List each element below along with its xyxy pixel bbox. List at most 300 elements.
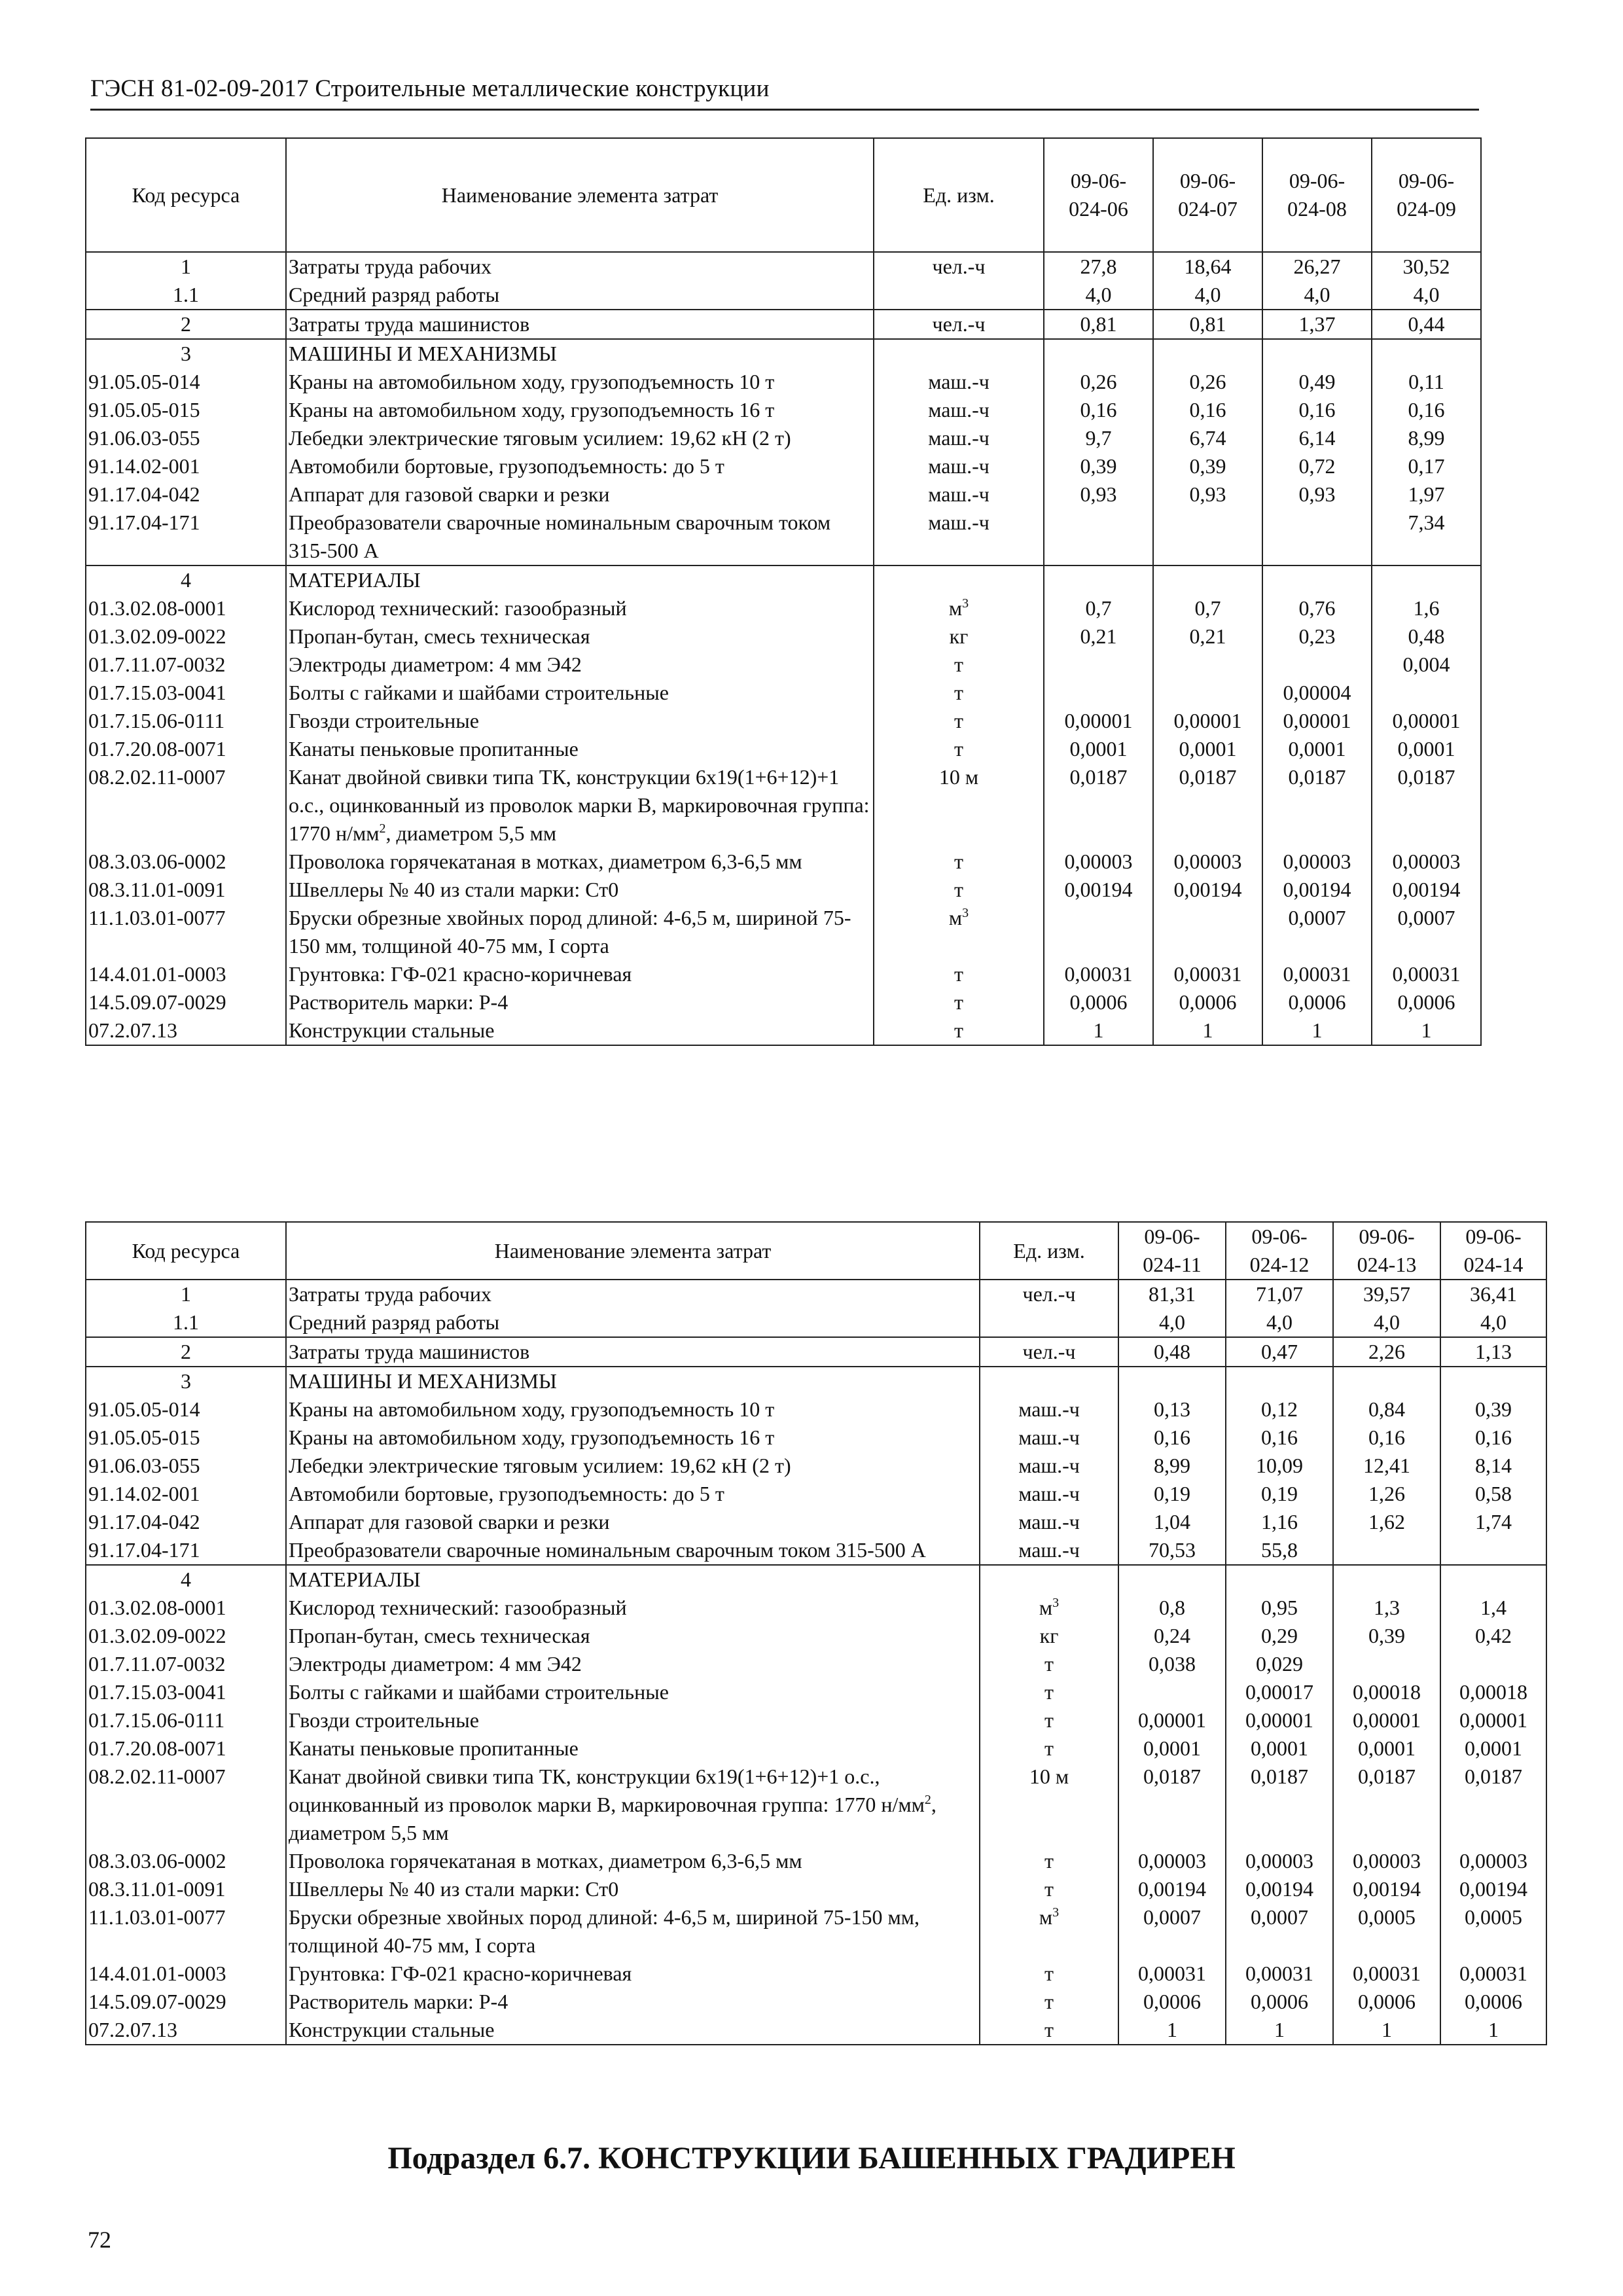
resource-value: 0,00003 — [1118, 1847, 1226, 1875]
resource-name: МАТЕРИАЛЫ — [286, 1565, 980, 1594]
header-code: Код ресурса — [86, 138, 286, 252]
running-header: ГЭСН 81-02-09-2017 Строительные металлические конструкции — [90, 73, 1479, 111]
resource-unit — [980, 1308, 1118, 1337]
resource-value: 0,0187 — [1372, 763, 1481, 848]
resource-value — [1440, 1536, 1546, 1565]
resource-value: 0,00003 — [1372, 848, 1481, 876]
resource-code: 91.05.05-014 — [86, 368, 286, 396]
resource-unit: чел.-ч — [874, 252, 1044, 281]
resource-code: 01.7.15.03-0041 — [86, 1678, 286, 1706]
resource-value: 0,0187 — [1153, 763, 1262, 848]
resource-value: 1,16 — [1226, 1508, 1333, 1536]
resource-name: Гвозди строительные — [286, 1706, 980, 1734]
resource-name: Растворитель марки: Р-4 — [286, 1988, 980, 2016]
resource-value: 0,23 — [1262, 622, 1372, 651]
table-row — [86, 1706, 1546, 1734]
resource-value: 7,34 — [1372, 509, 1481, 565]
resource-value — [1118, 1367, 1226, 1395]
resource-name: Швеллеры № 40 из стали марки: Ст0 — [286, 1875, 980, 1903]
resource-value: 4,0 — [1153, 281, 1262, 310]
resource-code: 2 — [86, 310, 286, 339]
resource-name: Кислород технический: газообразный — [286, 1594, 980, 1622]
resource-unit: маш.-ч — [874, 396, 1044, 424]
table-row — [86, 1622, 1546, 1650]
resource-code: 91.06.03-055 — [86, 424, 286, 452]
resource-value: 0,16 — [1153, 396, 1262, 424]
resource-unit: маш.-ч — [980, 1480, 1118, 1508]
resource-name: МАТЕРИАЛЫ — [286, 565, 874, 594]
header-norm-col: 09-06- 024-09 — [1372, 138, 1481, 252]
resource-value: 1 — [1226, 2016, 1333, 2045]
resource-value: 0,029 — [1226, 1650, 1333, 1678]
resource-code: 4 — [86, 1565, 286, 1594]
resource-name: Проволока горячекатаная в мотках, диаметром 6,3-6,5 мм — [286, 1847, 980, 1875]
resource-code: 01.7.15.03-0041 — [86, 679, 286, 707]
table-row — [86, 622, 1481, 651]
resource-unit: т — [980, 2016, 1118, 2045]
resource-value: 4,0 — [1226, 1308, 1333, 1337]
resource-value: 0,0001 — [1440, 1734, 1546, 1763]
table-row — [86, 1452, 1546, 1480]
resource-name: Грунтовка: ГФ-021 красно-коричневая — [286, 1960, 980, 1988]
resource-value: 0,0006 — [1118, 1988, 1226, 2016]
resource-value: 0,17 — [1372, 452, 1481, 480]
table-row — [86, 1988, 1546, 2016]
resource-unit: т — [980, 1988, 1118, 2016]
resource-value: 0,0007 — [1372, 904, 1481, 960]
resource-unit: маш.-ч — [980, 1452, 1118, 1480]
resource-value: 0,0006 — [1044, 988, 1153, 1016]
header-norm-col: 09-06- 024-08 — [1262, 138, 1372, 252]
resource-code: 01.7.15.06-0111 — [86, 707, 286, 735]
resource-code: 4 — [86, 565, 286, 594]
resource-value: 0,19 — [1226, 1480, 1333, 1508]
resource-name: Краны на автомобильном ходу, грузоподъемность 16 т — [286, 1424, 980, 1452]
table-row — [86, 1480, 1546, 1508]
table-row — [86, 707, 1481, 735]
resource-name: Затраты труда рабочих — [286, 1280, 980, 1308]
resource-value: 9,7 — [1044, 424, 1153, 452]
resource-value — [1118, 1565, 1226, 1594]
resource-value: 0,0006 — [1372, 988, 1481, 1016]
resource-value: 0,16 — [1118, 1424, 1226, 1452]
resource-name: Затраты труда рабочих — [286, 252, 874, 281]
header-unit: Ед. изм. — [874, 138, 1044, 252]
resource-value: 1 — [1440, 2016, 1546, 2045]
resource-code: 1 — [86, 252, 286, 281]
header-code: Код ресурса — [86, 1222, 286, 1280]
resource-value: 1,26 — [1333, 1480, 1440, 1508]
resource-name: Краны на автомобильном ходу, грузоподъемность 16 т — [286, 396, 874, 424]
resource-value: 0,0001 — [1226, 1734, 1333, 1763]
resource-value: 36,41 — [1440, 1280, 1546, 1308]
resource-value: 0,00003 — [1440, 1847, 1546, 1875]
resource-value — [1153, 339, 1262, 368]
resource-unit: маш.-ч — [980, 1424, 1118, 1452]
table-row — [86, 735, 1481, 763]
resource-table-1 — [85, 137, 1482, 1046]
resource-value: 4,0 — [1262, 281, 1372, 310]
table-row — [86, 988, 1481, 1016]
table-row — [86, 339, 1481, 368]
resource-unit: т — [980, 1847, 1118, 1875]
resource-value — [1153, 509, 1262, 565]
resource-value — [1440, 1367, 1546, 1395]
resource-value: 0,47 — [1226, 1337, 1333, 1367]
resource-value: 0,0001 — [1333, 1734, 1440, 1763]
table-row — [86, 594, 1481, 622]
header-name: Наименование элемента затрат — [286, 138, 874, 252]
resource-unit — [874, 565, 1044, 594]
resource-value: 0,00194 — [1333, 1875, 1440, 1903]
resource-code: 91.17.04-042 — [86, 1508, 286, 1536]
table-row — [86, 876, 1481, 904]
header-norm-col: 09-06- 024-12 — [1226, 1222, 1333, 1280]
resource-value: 0,76 — [1262, 594, 1372, 622]
resource-value: 0,12 — [1226, 1395, 1333, 1424]
resource-value — [1333, 1367, 1440, 1395]
resource-value: 0,16 — [1440, 1424, 1546, 1452]
resource-value — [1044, 565, 1153, 594]
resource-value: 0,26 — [1044, 368, 1153, 396]
resource-value: 0,038 — [1118, 1650, 1226, 1678]
resource-value: 0,00031 — [1262, 960, 1372, 988]
resource-value — [1044, 904, 1153, 960]
resource-value: 1,04 — [1118, 1508, 1226, 1536]
resource-unit: маш.-ч — [874, 452, 1044, 480]
resource-value: 0,29 — [1226, 1622, 1333, 1650]
resource-value: 0,84 — [1333, 1395, 1440, 1424]
resource-value — [1044, 509, 1153, 565]
table-row — [86, 1536, 1546, 1565]
resource-code: 01.3.02.08-0001 — [86, 1594, 286, 1622]
resource-value: 0,0006 — [1153, 988, 1262, 1016]
resource-value: 0,00003 — [1153, 848, 1262, 876]
resource-name: Лебедки электрические тяговым усилием: 19,62 кН (2 т) — [286, 424, 874, 452]
resource-value: 0,39 — [1440, 1395, 1546, 1424]
resource-unit: $м^3$ — [874, 904, 1044, 960]
resource-unit — [980, 1367, 1118, 1395]
resource-table-2 — [85, 1221, 1547, 2045]
resource-unit: $м^3$ — [874, 594, 1044, 622]
header-name: Наименование элемента затрат — [286, 1222, 980, 1280]
resource-value: 0,0005 — [1440, 1903, 1546, 1960]
resource-name: Преобразователи сварочные номинальным сварочным током 315-500 А — [286, 1536, 980, 1565]
resource-value: 1,62 — [1333, 1508, 1440, 1536]
resource-code: 11.1.03.01-0077 — [86, 904, 286, 960]
resource-value: 0,0005 — [1333, 1903, 1440, 1960]
resource-name: Электроды диаметром: 4 мм Э42 — [286, 1650, 980, 1678]
table-row — [86, 281, 1481, 310]
table-row — [86, 2016, 1546, 2045]
resource-code: 3 — [86, 1367, 286, 1395]
resource-name: Гвозди строительные — [286, 707, 874, 735]
resource-name: Грунтовка: ГФ-021 красно-коричневая — [286, 960, 874, 988]
resource-name: Канаты пеньковые пропитанные — [286, 735, 874, 763]
resource-value: 0,00031 — [1153, 960, 1262, 988]
resource-value: 0,21 — [1044, 622, 1153, 651]
resource-name: Растворитель марки: Р-4 — [286, 988, 874, 1016]
resource-unit: т — [874, 1016, 1044, 1045]
resource-code: 08.2.02.11-0007 — [86, 763, 286, 848]
resource-code: 91.17.04-042 — [86, 480, 286, 509]
resource-unit: 10 м — [874, 763, 1044, 848]
resource-code: 07.2.07.13 — [86, 1016, 286, 1045]
resource-name: Затраты труда машинистов — [286, 310, 874, 339]
header-norm-col: 09-06- 024-11 — [1118, 1222, 1226, 1280]
resource-unit: маш.-ч — [874, 509, 1044, 565]
resource-value: 0,0187 — [1226, 1763, 1333, 1847]
resource-name: Кислород технический: газообразный — [286, 594, 874, 622]
page-number: 72 — [88, 2227, 111, 2253]
resource-code: 08.2.02.11-0007 — [86, 1763, 286, 1847]
resource-value: 71,07 — [1226, 1280, 1333, 1308]
resource-value: 1,97 — [1372, 480, 1481, 509]
resource-value: 0,58 — [1440, 1480, 1546, 1508]
table-row — [86, 763, 1481, 848]
resource-value: 0,00194 — [1044, 876, 1153, 904]
table-header-row — [86, 1222, 1546, 1280]
resource-value: 0,93 — [1044, 480, 1153, 509]
resource-value: 4,0 — [1333, 1308, 1440, 1337]
resource-value: 0,16 — [1372, 396, 1481, 424]
resource-value: 0,0187 — [1440, 1763, 1546, 1847]
resource-unit: маш.-ч — [874, 424, 1044, 452]
resource-value: 0,39 — [1044, 452, 1153, 480]
resource-code: 91.06.03-055 — [86, 1452, 286, 1480]
resource-value: 0,81 — [1153, 310, 1262, 339]
resource-unit: маш.-ч — [980, 1395, 1118, 1424]
resource-code: 01.7.11.07-0032 — [86, 651, 286, 679]
resource-name: Канаты пеньковые пропитанные — [286, 1734, 980, 1763]
resource-name: Краны на автомобильном ходу, грузоподъемность 10 т — [286, 1395, 980, 1424]
table-row — [86, 960, 1481, 988]
resource-unit: т — [980, 1734, 1118, 1763]
resource-value — [1372, 339, 1481, 368]
table-row — [86, 1016, 1481, 1045]
resource-value: 0,00003 — [1044, 848, 1153, 876]
resource-value — [1440, 1650, 1546, 1678]
subsection-title: Подраздел 6.7. КОНСТРУКЦИИ БАШЕННЫХ ГРАДИРЕН — [387, 2141, 1236, 2176]
resource-value: 0,00001 — [1044, 707, 1153, 735]
resource-unit: т — [874, 735, 1044, 763]
resource-unit: т — [874, 960, 1044, 988]
resource-value — [1372, 565, 1481, 594]
resource-code: 1 — [86, 1280, 286, 1308]
resource-value — [1372, 679, 1481, 707]
resource-code: 91.17.04-171 — [86, 1536, 286, 1565]
resource-code: 91.05.05-014 — [86, 1395, 286, 1424]
resource-unit: $м^3$ — [980, 1594, 1118, 1622]
header-norm-col: 09-06- 024-14 — [1440, 1222, 1546, 1280]
resource-name: Краны на автомобильном ходу, грузоподъемность 10 т — [286, 368, 874, 396]
resource-code: 01.7.20.08-0071 — [86, 1734, 286, 1763]
resource-name: Автомобили бортовые, грузоподъемность: до 5 т — [286, 1480, 980, 1508]
resource-value: 6,74 — [1153, 424, 1262, 452]
resource-value: 0,93 — [1153, 480, 1262, 509]
resource-unit: кг — [874, 622, 1044, 651]
resource-code: 2 — [86, 1337, 286, 1367]
resource-code: 01.3.02.09-0022 — [86, 622, 286, 651]
resource-value: 8,99 — [1372, 424, 1481, 452]
table-row — [86, 1875, 1546, 1903]
resource-value: 0,24 — [1118, 1622, 1226, 1650]
table-row — [86, 1280, 1546, 1308]
resource-name: Электроды диаметром: 4 мм Э42 — [286, 651, 874, 679]
resource-value: 4,0 — [1044, 281, 1153, 310]
resource-value: 0,00194 — [1372, 876, 1481, 904]
resource-value: 26,27 — [1262, 252, 1372, 281]
resource-unit: маш.-ч — [980, 1508, 1118, 1536]
resource-value: 0,0007 — [1262, 904, 1372, 960]
resource-value: 0,48 — [1372, 622, 1481, 651]
resource-code: 14.4.01.01-0003 — [86, 960, 286, 988]
table-row — [86, 904, 1481, 960]
resource-code: 08.3.03.06-0002 — [86, 848, 286, 876]
table-row — [86, 452, 1481, 480]
resource-value: 4,0 — [1372, 281, 1481, 310]
resource-value: 0,0187 — [1118, 1763, 1226, 1847]
resource-value: 0,49 — [1262, 368, 1372, 396]
table-row — [86, 424, 1481, 452]
resource-value: 0,16 — [1226, 1424, 1333, 1452]
resource-value: 0,0007 — [1226, 1903, 1333, 1960]
resource-value — [1153, 679, 1262, 707]
table-row — [86, 480, 1481, 509]
resource-unit — [874, 339, 1044, 368]
resource-value — [1044, 679, 1153, 707]
resource-value — [1226, 1367, 1333, 1395]
table-header-row — [86, 138, 1481, 252]
resource-value: 0,00001 — [1226, 1706, 1333, 1734]
resource-value: 0,8 — [1118, 1594, 1226, 1622]
resource-value: 0,00194 — [1153, 876, 1262, 904]
resource-value — [1262, 565, 1372, 594]
resource-name: Проволока горячекатаная в мотках, диаметром 6,3-6,5 мм — [286, 848, 874, 876]
resource-value: 0,42 — [1440, 1622, 1546, 1650]
resource-value: 1 — [1118, 2016, 1226, 2045]
header-norm-col: 09-06- 024-07 — [1153, 138, 1262, 252]
resource-value: 0,00031 — [1440, 1960, 1546, 1988]
resource-code: 07.2.07.13 — [86, 2016, 286, 2045]
resource-name: Болты с гайками и шайбами строительные — [286, 1678, 980, 1706]
resource-value: 0,0006 — [1333, 1988, 1440, 2016]
resource-value: 12,41 — [1333, 1452, 1440, 1480]
resource-value: 0,00194 — [1226, 1875, 1333, 1903]
resource-value: 1,74 — [1440, 1508, 1546, 1536]
table-row — [86, 848, 1481, 876]
resource-value: 0,39 — [1153, 452, 1262, 480]
resource-value: 0,0001 — [1044, 735, 1153, 763]
resource-value: 0,48 — [1118, 1337, 1226, 1367]
resource-value: 0,0006 — [1262, 988, 1372, 1016]
resource-unit: маш.-ч — [874, 480, 1044, 509]
resource-value: 0,0187 — [1333, 1763, 1440, 1847]
resource-unit: т — [980, 1960, 1118, 1988]
resource-code: 91.17.04-171 — [86, 509, 286, 565]
resource-unit: маш.-ч — [874, 368, 1044, 396]
resource-value: 0,39 — [1333, 1622, 1440, 1650]
resource-unit: кг — [980, 1622, 1118, 1650]
table-row — [86, 1903, 1546, 1960]
resource-name: Бруски обрезные хвойных пород длиной: 4-6,5 м, шириной 75-150 мм, толщиной 40-75 мм, I сорта — [286, 904, 874, 960]
table-row — [86, 1763, 1546, 1847]
resource-value: 0,16 — [1333, 1424, 1440, 1452]
header-norm-col: 09-06- 024-13 — [1333, 1222, 1440, 1280]
resource-unit: т — [874, 988, 1044, 1016]
resource-unit: т — [980, 1706, 1118, 1734]
resource-unit: т — [874, 679, 1044, 707]
resource-value: 4,0 — [1440, 1308, 1546, 1337]
resource-value: 0,00031 — [1044, 960, 1153, 988]
resource-value: 0,00031 — [1118, 1960, 1226, 1988]
resource-value: 0,26 — [1153, 368, 1262, 396]
resource-value: 0,00001 — [1118, 1706, 1226, 1734]
resource-unit: $м^3$ — [980, 1903, 1118, 1960]
resource-value: 1 — [1333, 2016, 1440, 2045]
resource-code: 91.05.05-015 — [86, 1424, 286, 1452]
resource-name: Канат двойной свивки типа ТК, конструкции 6х19(1+6+12)+1 о.с., оцинкованный из проволок марки В, маркировочная группа: 1770 $н/мм^2$, диаметром 5,5 мм — [286, 1763, 980, 1847]
resource-code: 08.3.11.01-0091 — [86, 1875, 286, 1903]
resource-value: 0,7 — [1153, 594, 1262, 622]
resource-value: 81,31 — [1118, 1280, 1226, 1308]
resource-value: 0,00031 — [1333, 1960, 1440, 1988]
table-row — [86, 1594, 1546, 1622]
header-norm-col: 09-06- 024-06 — [1044, 138, 1153, 252]
resource-name: Бруски обрезные хвойных пород длиной: 4-6,5 м, шириной 75-150 мм, толщиной 40-75 мм, I сорта — [286, 1903, 980, 1960]
resource-value: 0,00003 — [1226, 1847, 1333, 1875]
resource-name: Пропан-бутан, смесь техническая — [286, 1622, 980, 1650]
resource-value: 0,13 — [1118, 1395, 1226, 1424]
resource-value: 70,53 — [1118, 1536, 1226, 1565]
resource-value: 1,4 — [1440, 1594, 1546, 1622]
resource-value: 2,26 — [1333, 1337, 1440, 1367]
resource-value: 0,95 — [1226, 1594, 1333, 1622]
resource-value: 1,6 — [1372, 594, 1481, 622]
table-row — [86, 1308, 1546, 1337]
resource-value: 8,14 — [1440, 1452, 1546, 1480]
table-row — [86, 310, 1481, 339]
resource-value: 1,13 — [1440, 1337, 1546, 1367]
resource-value: 0,004 — [1372, 651, 1481, 679]
resource-code: 91.05.05-015 — [86, 396, 286, 424]
resource-value: 1,37 — [1262, 310, 1372, 339]
resource-name: Пропан-бутан, смесь техническая — [286, 622, 874, 651]
resource-name: Средний разряд работы — [286, 281, 874, 310]
resource-name: МАШИНЫ И МЕХАНИЗМЫ — [286, 339, 874, 368]
resource-value: 0,0007 — [1118, 1903, 1226, 1960]
resource-value — [1262, 339, 1372, 368]
resource-value — [1440, 1565, 1546, 1594]
resource-unit: т — [874, 707, 1044, 735]
resource-code: 01.7.11.07-0032 — [86, 1650, 286, 1678]
resource-value — [1153, 565, 1262, 594]
resource-value: 0,0001 — [1262, 735, 1372, 763]
table-row — [86, 679, 1481, 707]
resource-name: Болты с гайками и шайбами строительные — [286, 679, 874, 707]
resource-value: 0,00001 — [1440, 1706, 1546, 1734]
table-row — [86, 509, 1481, 565]
resource-value: 0,16 — [1262, 396, 1372, 424]
resource-value: 1,3 — [1333, 1594, 1440, 1622]
resource-value — [1153, 904, 1262, 960]
resource-unit: т — [874, 876, 1044, 904]
table-row — [86, 1565, 1546, 1594]
resource-value: 0,00031 — [1226, 1960, 1333, 1988]
resource-value: 0,00001 — [1153, 707, 1262, 735]
resource-name: Аппарат для газовой сварки и резки — [286, 480, 874, 509]
table-row — [86, 1395, 1546, 1424]
